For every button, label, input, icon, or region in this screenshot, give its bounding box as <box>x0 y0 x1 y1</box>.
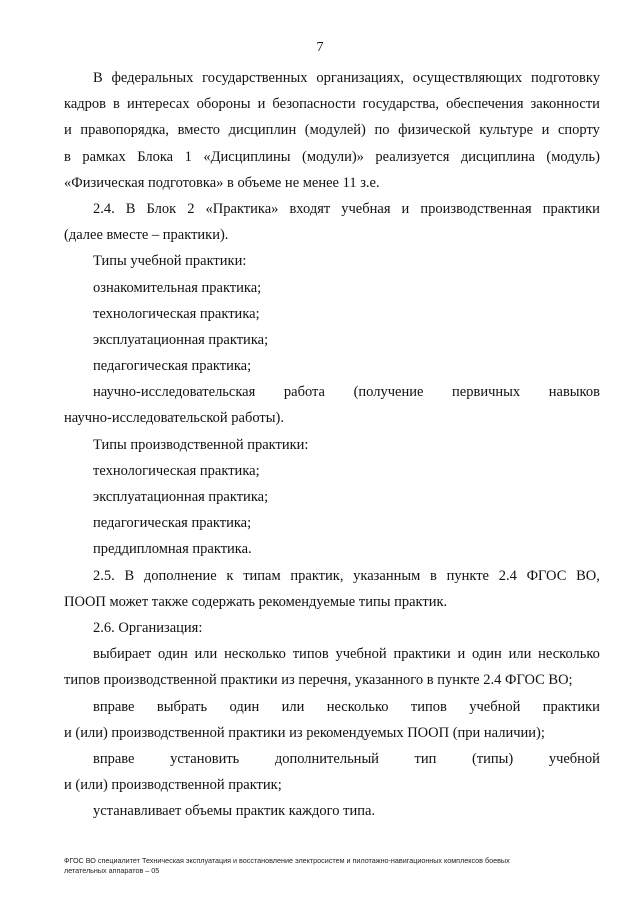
list-item: ознакомительная практика; <box>93 279 262 296</box>
list-item: преддипломная практика. <box>93 541 252 558</box>
word: (модуль) <box>546 148 600 165</box>
word: 2 <box>187 200 195 217</box>
word: первичных <box>452 384 521 401</box>
word: пункте <box>446 567 489 584</box>
paragraph-line: устанавливает объемы практик каждого типа. <box>93 803 376 820</box>
paragraph-line: и (или) производственной практики из рекомендуемых ПООП (при наличии); <box>64 724 545 741</box>
footer-line: ФГОС ВО специалитет Техническая эксплуатация и восстановление электросистем и пилотажно-навигационных комплексов боевых <box>64 856 510 865</box>
word: или <box>281 698 305 715</box>
word: типов <box>410 698 447 715</box>
list-heading: Типы учебной практики: <box>93 253 247 270</box>
paragraph-line <box>64 694 600 720</box>
paragraph-line <box>64 117 600 143</box>
word: несколько <box>224 646 286 663</box>
word: по <box>374 122 390 139</box>
list-item: педагогическая практика; <box>93 358 252 375</box>
word: или <box>508 646 532 663</box>
word: работа <box>283 384 325 401</box>
list-item: эксплуатационная практика; <box>93 331 269 348</box>
word: (получение <box>353 384 424 401</box>
word: и <box>457 646 466 663</box>
list-item-continuation: научно-исследовательской работы). <box>64 410 284 427</box>
word: спорту <box>557 122 600 139</box>
word: типам <box>243 567 281 584</box>
word: (типы) <box>471 750 514 767</box>
word: Блок <box>146 200 177 217</box>
word: навыков <box>548 384 600 401</box>
word: учебной <box>335 646 387 663</box>
word: (модули)» <box>302 148 364 165</box>
word: в <box>64 148 71 165</box>
word: один <box>158 646 188 663</box>
paragraph-line <box>64 563 600 589</box>
list-heading: Типы производственной практики: <box>93 436 309 453</box>
word: «Дисциплины <box>203 148 291 165</box>
word: безопасности <box>272 96 356 113</box>
word: в <box>430 567 437 584</box>
word: в <box>113 96 120 113</box>
list-item <box>64 379 600 405</box>
word: интересах <box>126 96 190 113</box>
paragraph-line <box>64 196 600 222</box>
word: установить <box>170 750 240 767</box>
word: законности <box>530 96 600 113</box>
word: один <box>472 646 502 663</box>
word: учебной <box>469 698 521 715</box>
paragraph-line: ПООП может также содержать рекомендуемые типы практик. <box>64 593 448 610</box>
word: дополнительный <box>274 750 379 767</box>
word: 2.4. <box>93 200 115 217</box>
word: практики <box>393 646 451 663</box>
page-body <box>64 65 600 824</box>
word: обеспечения <box>446 96 524 113</box>
word: кадров <box>64 96 106 113</box>
word: типов <box>292 646 329 663</box>
word: указанным <box>353 567 421 584</box>
word: ВО, <box>576 567 600 584</box>
list-item: технологическая практика; <box>93 462 260 479</box>
word: В <box>93 70 103 86</box>
section-heading: 2.6. Организация: <box>93 619 203 636</box>
word: физической <box>398 122 471 139</box>
word: вместо <box>177 122 220 139</box>
word: подготовку <box>531 70 600 86</box>
word: В <box>125 200 136 217</box>
list-item: эксплуатационная практика; <box>93 489 269 505</box>
word: правопорядка, <box>80 122 169 139</box>
word: реализуется <box>375 148 450 165</box>
word: 1 <box>184 148 192 165</box>
word: федеральных <box>111 70 194 86</box>
paragraph-line: и (или) производственной практик; <box>64 777 282 794</box>
word: и <box>401 200 410 217</box>
word: практики <box>542 698 600 715</box>
word: вправе <box>93 750 135 767</box>
word: обороны <box>196 96 251 113</box>
word: ФГОС <box>526 567 567 584</box>
paragraph-line <box>64 746 600 772</box>
word: и <box>257 96 266 113</box>
word: производственная <box>420 200 532 217</box>
word: входят <box>289 200 331 217</box>
word: рамках <box>82 148 126 165</box>
word: дисциплин <box>228 122 297 139</box>
word: государственных <box>202 70 308 86</box>
footer-line: летательных аппаратов – 05 <box>64 866 160 875</box>
list-item: педагогическая практика; <box>93 515 252 532</box>
word: учебной <box>548 750 600 767</box>
word: 2.5. <box>93 567 115 584</box>
word: В <box>124 567 135 584</box>
word: (модулей) <box>304 122 366 139</box>
page-number: 7 <box>316 40 324 55</box>
word: или <box>194 646 218 663</box>
word: несколько <box>326 698 389 715</box>
word: выбрать <box>156 698 208 715</box>
word: несколько <box>538 646 600 663</box>
paragraph-line <box>64 65 600 91</box>
paragraph-line <box>64 144 600 170</box>
word: выбирает <box>93 646 152 663</box>
list-item: технологическая практика; <box>93 305 260 322</box>
word: тип <box>414 750 437 767</box>
word: практик, <box>290 567 344 584</box>
word: осуществляющих <box>412 70 523 86</box>
word: культуре <box>479 122 534 139</box>
word: Блока <box>137 148 174 165</box>
paragraph-line: типов производственной практики из перечня, указанного в пункте 2.4 ФГОС ВО; <box>64 672 573 689</box>
word: 2.4 <box>498 567 517 584</box>
word: дополнение <box>143 567 217 584</box>
word: вправе <box>93 698 135 715</box>
word: и <box>64 122 72 139</box>
paragraph-line <box>64 91 600 117</box>
word: к <box>226 567 234 584</box>
word: практики <box>542 200 600 217</box>
word: учебная <box>341 200 391 217</box>
word: один <box>229 698 260 715</box>
word: дисциплина <box>460 148 535 165</box>
word: «Практика» <box>205 200 279 217</box>
word: научно-исследовательская <box>93 384 256 401</box>
page-footer <box>64 856 564 876</box>
paragraph-line <box>64 641 600 667</box>
paragraph-line: «Физическая подготовка» в объеме не менее 11 з.е. <box>64 174 380 191</box>
paragraph-line: (далее вместе – практики). <box>64 227 229 244</box>
word: организациях, <box>316 70 404 86</box>
word: государства, <box>362 96 440 113</box>
word: и <box>541 122 550 139</box>
